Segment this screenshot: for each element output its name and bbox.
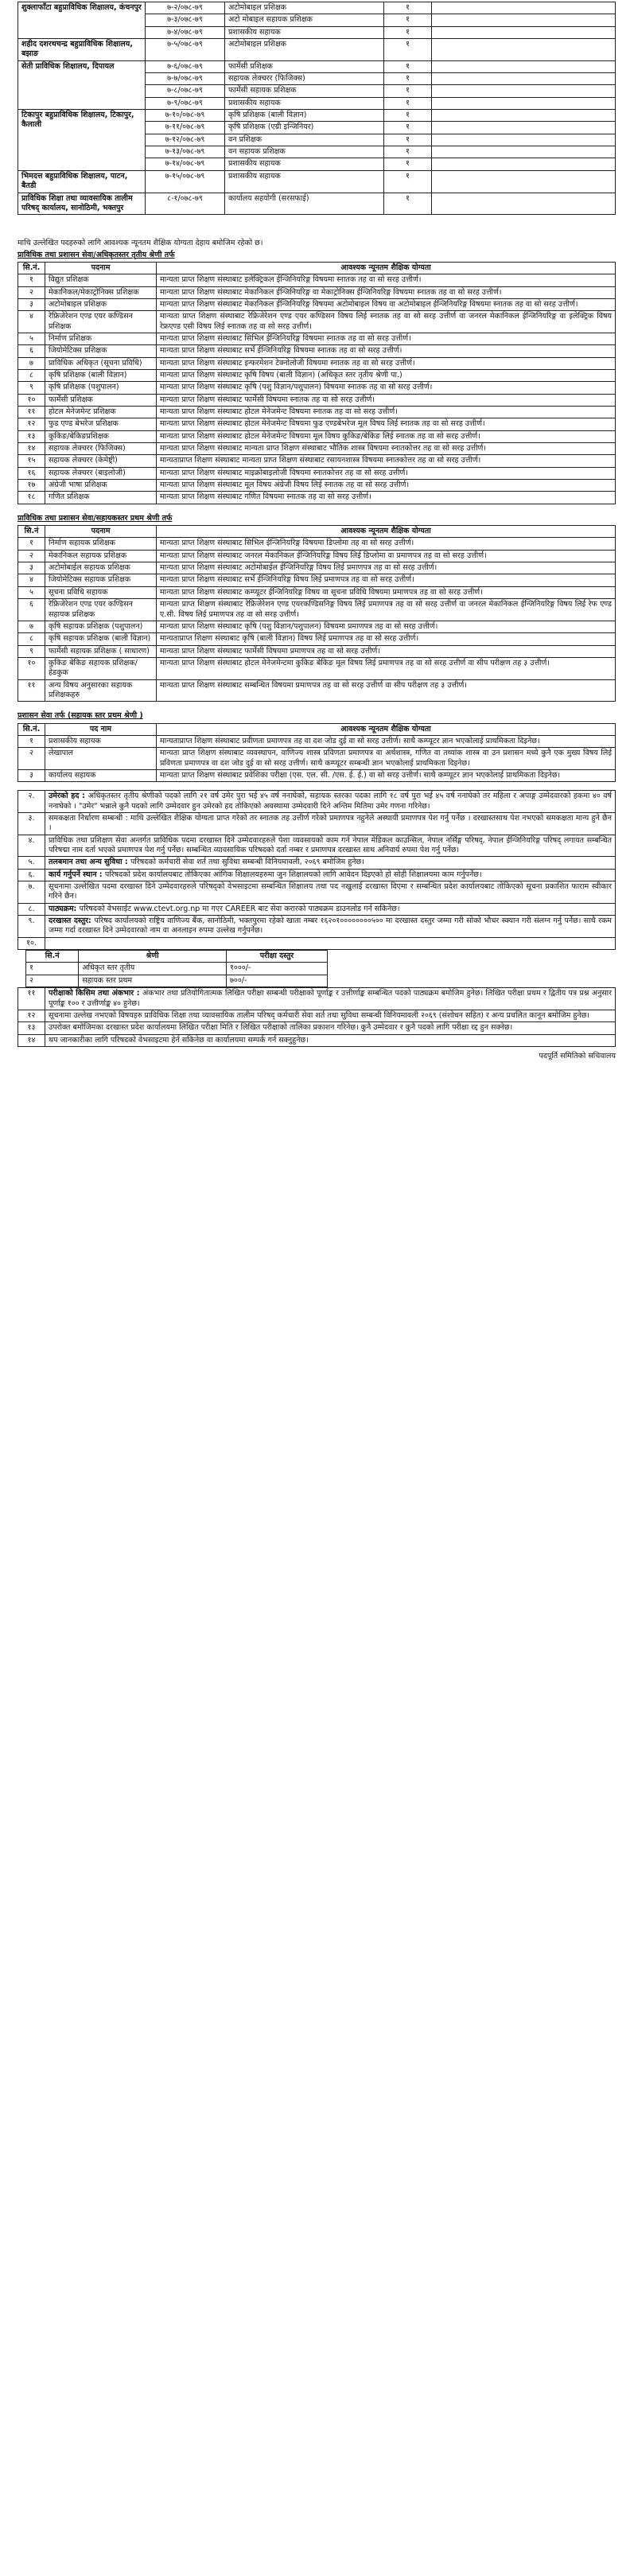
note-body: प्राविधिक तथा प्रशिक्षण सेवा अन्तर्गत प्राविधिक पदमा दरखास्त दिने उम्मेदवारहरुले पेशा व्यवसायको काम गर्न नेपाल मेडिकल काउन्सिल, नेपाल नर्सिङ्ग परिषद्, नेपाल ईन्जिनियरिङ्ग परिषद् लगायत सम्बन्धित परिषद्मा नाम दर्ता भएको प्रमाणपत्र पेश गर्नु पर्नेछ। सम्बन्धित व्यावसायिक परिषदको दर्ता नम्बर र प्रमाणपत्र दरखास्त साथ अनिवार्य रुपमा पेश गर्नु पर्नेछ। bbox=[49, 835, 612, 855]
post-name: अटोमोबाइल प्रशिक्षक bbox=[225, 39, 384, 61]
note-number: ६. bbox=[18, 869, 45, 881]
qualification: मान्यता प्राप्त शिक्षण संस्थाबाट सम्बन्धित विषयमा प्रमाणपत्र तह वा सो सरह उत्तीर्ण वा सीप परीक्षण तह ३ उत्तीर्ण। bbox=[157, 679, 616, 702]
post-count: १ bbox=[384, 26, 432, 38]
note-row bbox=[18, 937, 616, 949]
post-name: कृषि प्रशिक्षक (एग्री इन्जिनियर) bbox=[225, 122, 384, 134]
note-row bbox=[18, 881, 616, 904]
section2-title: प्राविधिक तथा प्रशासन सेवा/सहायकस्तर प्रथम श्रेणी तर्फ bbox=[18, 513, 173, 523]
section3-title: प्रशासन सेवा तर्फ (सहायक स्तर प्रथम श्रेणी ) bbox=[18, 711, 143, 721]
note-number: ८. bbox=[18, 903, 45, 915]
serial-number: ११ bbox=[18, 679, 45, 702]
qualification: मान्यता प्राप्त शिक्षण संस्थाबाट मेकानिकल ईन्जिनियरिङ्ग विषयमा अटोमोबाइल विषय वा अटोमोबाइल ईन्जिनियरिङ्ग विषयमा स्नातक तह वा सो सरह उत्तीर्ण। bbox=[157, 298, 616, 310]
post-name: प्रशासकीय सहायक bbox=[225, 26, 384, 38]
note-row bbox=[18, 791, 616, 813]
serial-number: १२ bbox=[18, 418, 45, 430]
institution-name: शहीद दशरथचन्द्र बहुप्राविधिक शिक्षालय, बझाङ bbox=[18, 39, 146, 61]
note-heading: कार्य गर्नुपर्ने स्थान : bbox=[49, 870, 105, 879]
table-row bbox=[18, 480, 616, 492]
post-name: कृषि प्रशिक्षक (बाली विज्ञान) bbox=[45, 369, 157, 381]
note-body: परिषदको वेभसाईट www.ctevt.org.np मा गएर CAREER बाट सेवा करारको पाठ्यक्रम डाउनलोड गर्न सकिनेछ। bbox=[79, 904, 400, 913]
table-header-row bbox=[18, 262, 616, 274]
post-name: प्रशासकीय सहायक bbox=[45, 735, 157, 747]
post-code: ७-७/०७८-७९ bbox=[146, 73, 225, 85]
post-name: सूचना प्रविधि सहायक bbox=[45, 586, 157, 598]
qualification: मान्यता प्राप्त शिक्षण संस्थाबाट माइक्रोबाइलोजी विषयमा स्नातकोत्तर तह वा सो सरह उत्तीर्ण। bbox=[157, 467, 616, 479]
notes2-table bbox=[18, 987, 616, 1047]
qualification: मान्यता प्राप्त शिक्षण संस्थाबाट इन्फरमेशन टेक्नोलोजी विषयमा स्नातक तह वा सो सरह उत्तीर्ण। bbox=[157, 357, 616, 369]
fee-table bbox=[25, 950, 328, 987]
column-header: आवश्यक न्यूनतम शैक्षिक योग्यता bbox=[157, 526, 616, 538]
serial-number: ६ bbox=[18, 345, 45, 357]
note-text bbox=[45, 916, 616, 938]
column-header: आवश्यक न्यूनतम शैक्षिक योग्यता bbox=[157, 262, 616, 274]
table-row bbox=[18, 538, 616, 550]
serial-number: १७ bbox=[18, 480, 45, 492]
note-heading: उमेरको हद : bbox=[49, 792, 88, 801]
serial-number: ४ bbox=[18, 311, 45, 333]
post-name: वन प्रशिक्षक bbox=[225, 134, 384, 146]
note-row bbox=[18, 1010, 616, 1021]
note-text bbox=[45, 903, 616, 915]
post-name: निर्माण सहायक प्रशिक्षक bbox=[45, 538, 157, 550]
post-name: सहायक लेक्चरर (फिजिक्स) bbox=[45, 443, 157, 455]
post-count: १ bbox=[384, 85, 432, 97]
signature: पदपूर्ति समितिको सचिवालय bbox=[539, 1051, 616, 1060]
qualification: मान्यता प्राप्त शिक्षण संस्थाबाट कृषि (पशु विज्ञान/पशुपालन) विषयमा स्नातक तह वा सो सरह उत्तीर्ण। bbox=[157, 382, 616, 394]
note-text bbox=[45, 1034, 616, 1046]
table-row bbox=[18, 430, 616, 442]
fee-row bbox=[26, 963, 328, 975]
post-name: होटल मेनेजमेन्ट प्रशिक्षक bbox=[45, 407, 157, 418]
serial-number: ७ bbox=[18, 357, 45, 369]
qualification: मान्यता प्राप्त शिक्षण संस्थाबाट मान्यता प्राप्त शिक्षण संस्थाबाट भौतिक शास्त्र विषयमा स्नातकोत्तर तह वा सो सरह उत्तीर्ण। bbox=[157, 443, 616, 455]
table-row bbox=[18, 492, 616, 504]
serial-number: ३ bbox=[18, 769, 45, 781]
post-name: कुकिङ/बेकिङप्रशिक्षक bbox=[45, 430, 157, 442]
post-name: अटो मोबाइल सहायक प्रशिक्षक bbox=[225, 14, 384, 26]
note-row bbox=[18, 988, 616, 1010]
post-code: ७-४/०७८-७९ bbox=[146, 26, 225, 38]
top-table-row bbox=[18, 170, 616, 193]
note-text bbox=[45, 881, 616, 904]
post-name: सहायक लेक्चरर (फिजिक्स) bbox=[225, 73, 384, 85]
serial-number: २ bbox=[18, 550, 45, 562]
post-count: १ bbox=[384, 60, 432, 72]
qualification: मान्यता प्राप्त शिक्षण संस्थाबाट व्यवस्थापन, वाणिज्य शास्त्र प्रविणता प्रमाणपत्र वा अर्थशास्त्र, गणित वा तथ्यांक शास्त्र वा उन प्रशासन मध्ये कुनै एक मुख्य विषय लिई प्रविणता प्रमाणपत्र वा दश जोड दुई वा सो सरह उत्तीर्ण। साथै कम्प्यूटर सम्बन्धी ज्ञान भएकोलाई प्राथमिकता दिइनेछ। bbox=[157, 748, 616, 770]
serial-number: ३ bbox=[18, 562, 45, 574]
qualification: मान्यताप्राप्त शिक्षण संस्थाबाट प्रवीणता प्रमाणपत्र तह वा दश जोड दुई वा सो सरह उत्तीर्ण। साथै कम्प्यूटर ज्ञान भएकोलाई प्राथमिकता दिइनेछ। bbox=[157, 735, 616, 747]
post-name: प्रशासकीय सहायक bbox=[225, 97, 384, 109]
note-heading: पाठ्यक्रम: bbox=[49, 904, 80, 913]
note-number: ९. bbox=[18, 916, 45, 938]
blank-cell bbox=[432, 97, 616, 109]
table-row bbox=[18, 657, 616, 679]
post-code: ७-२/०७८-७९ bbox=[146, 2, 225, 14]
table-row bbox=[18, 586, 616, 598]
post-name: वन सहायक प्रशिक्षक bbox=[225, 146, 384, 158]
column-header: पदनाम bbox=[45, 526, 157, 538]
note-body: परिषदको कर्मचारी सेवा शर्त तथा सुविधा सम्बन्धी विनियमावली, २०६९ बमोजिम हुनेछ। bbox=[130, 858, 364, 867]
post-name: अंग्रेजी भाषा प्रशिक्षक bbox=[45, 480, 157, 492]
post-count: १ bbox=[384, 170, 432, 193]
note-row bbox=[18, 835, 616, 857]
table-row bbox=[18, 298, 616, 310]
note-body: थप जानकारीका लागि परिषदको वेभसाइटमा हेर्न सकिनेछ वा कार्यालयमा सम्पर्क गर्न सक्नुहुनेछ। bbox=[49, 1035, 309, 1045]
qualification: मान्यता प्राप्त शिक्षण संस्थाबाट जनरल मेकानिकल ईन्जिनियरिङ्ग विषय लिई डिप्लोमा वा प्रमाणपत्र तह वा सो सरह उत्तीर्ण। bbox=[157, 550, 616, 562]
qualification: मान्यता प्राप्त शिक्षण संस्थाबाट मेकानिकल ईन्जिनियरिङ्ग वा मेकाट्रोनिक्स ईन्जिनियरिङ्ग विषयमा स्नातक तह वा सो सरह उत्तीर्ण। bbox=[157, 286, 616, 298]
column-header: आवश्यक न्यूनतम शैक्षिक योग्यता bbox=[157, 723, 616, 735]
table-row bbox=[18, 394, 616, 406]
column-header: सि.नं bbox=[18, 526, 45, 538]
note-body: परिषदको प्रदेश कार्यालयबाट तोकिएका आंगिक शिक्षालयहरुमा जुन शिक्षालयको लागि आवेदन दिइएको हो सोही शिक्षालयमा काम गर्नुपर्नेछ। bbox=[104, 870, 482, 879]
table-row bbox=[18, 645, 616, 657]
note-row bbox=[18, 813, 616, 835]
qualification: मान्यता प्राप्त शिक्षण संस्थाबाट सिभिल ईन्जिनियरिङ्ग विषयमा स्नातक तह वा सो सरह उत्तीर्ण। bbox=[157, 333, 616, 344]
table-header-row bbox=[18, 526, 616, 538]
post-count: १ bbox=[384, 146, 432, 158]
table-row bbox=[18, 574, 616, 586]
post-code: ७-६/०७८-७९ bbox=[146, 60, 225, 72]
table-header-row bbox=[18, 723, 616, 735]
top-table-row bbox=[18, 60, 616, 72]
note-text bbox=[45, 813, 616, 835]
qualification: मान्यता प्राप्त शिक्षण संस्थाबाट होटल मेनेजमेन्ट विषयमा स्नातक तह वा सो सरह उत्तीर्ण। bbox=[157, 407, 616, 418]
qualification: मान्यता प्राप्त शिक्षण संस्थाबाट रेफ्रिजेरेशन एण्ड एयरकण्डिसनिङ्ग विषय लिई प्रमाणपत्र तह वा सो सरह उत्तीर्ण वा जनरल मेकानिकल ईन्जिनियरिङ्ग विषय लिई रेफ एण्ड ए.सी. विषय लिई प्रमाणपत्र तह वा सो सरह उत्तीर्ण। bbox=[157, 599, 616, 621]
table-row bbox=[18, 748, 616, 770]
table-row bbox=[18, 418, 616, 430]
post-name: मेकानिकल सहायक प्रशिक्षक bbox=[45, 550, 157, 562]
post-name: सहायक लेक्चरर (केमेष्ट्री) bbox=[45, 455, 157, 467]
column-header: सि.नं. bbox=[18, 262, 45, 274]
note-number: ४. bbox=[18, 835, 45, 857]
serial-number: १ bbox=[18, 538, 45, 550]
note-body: समकक्षता निर्धारण सम्बन्धी : माथि उल्लेखित शैक्षिक योग्यता प्राप्त गरेको तर स्नातक तह उत्तीर्ण गरेको प्रमाणपत्र नहुनेले अस्थायी प्रमाणपत्र पेश गर्नु पर्नेछ । दरखास्तसाथ पेश नभएको समकक्षता मान्य हुने छैन । bbox=[49, 814, 612, 833]
fee-column-header: श्रेणी bbox=[79, 951, 227, 963]
serial-number: ४ bbox=[18, 574, 45, 586]
note-number: ३. bbox=[18, 813, 45, 835]
qualification: मान्यता प्राप्त शिक्षण संस्थाबाट इलेक्ट्रिकल ईन्जिनियरिङ्ग विषयमा स्नातक तह वा सो सरह उत्तीर्ण। bbox=[157, 274, 616, 286]
table-row bbox=[18, 562, 616, 574]
table-row bbox=[18, 621, 616, 632]
qualification: मान्यता प्राप्त शिक्षण संस्थाबाट मूल विषय अंग्रेजी विषय लिई स्नातक तह वा सो सरह उत्तीर्ण। bbox=[157, 480, 616, 492]
blank-cell bbox=[432, 146, 616, 158]
qualification: मान्यता प्राप्त शिक्षण संस्थाबाट कम्प्यूटर ईन्जिनियरिङ्ग विषय वा सूचना प्रविधि विषयमा प्रमाणपत्र तह वा सो सरह उत्तीर्ण। bbox=[157, 586, 616, 598]
post-name: फार्मेसी प्रशिक्षक bbox=[225, 60, 384, 72]
top-table-row bbox=[18, 39, 616, 61]
post-code: ७-३/०७८-७९ bbox=[146, 14, 225, 26]
serial-number: १ bbox=[18, 274, 45, 286]
blank-cell bbox=[432, 85, 616, 97]
note-text bbox=[45, 857, 616, 869]
blank-cell bbox=[432, 134, 616, 146]
note-row bbox=[18, 869, 616, 881]
table-row bbox=[18, 679, 616, 702]
table-row bbox=[18, 735, 616, 747]
post-count: १ bbox=[384, 122, 432, 134]
fee-header-row bbox=[26, 951, 328, 963]
post-name: अटोमोबाइल प्रशिक्षक bbox=[45, 298, 157, 310]
post-name: कार्यालय सहयोगी (सरसफाई) bbox=[225, 193, 384, 215]
post-count: १ bbox=[384, 73, 432, 85]
table-row bbox=[18, 443, 616, 455]
serial-number: ८ bbox=[18, 369, 45, 381]
post-name: रेफ्रिजेरेशन एण्ड एयर कण्डिसन सहायक प्रशिक्षक bbox=[45, 599, 157, 621]
top-table-row bbox=[18, 193, 616, 215]
table-row bbox=[18, 382, 616, 394]
note-text bbox=[45, 988, 616, 1010]
note-text bbox=[45, 869, 616, 881]
column-header: पद नाम bbox=[45, 723, 157, 735]
table-row bbox=[18, 286, 616, 298]
post-name: सहायक लेक्चरर (बाइलोजी) bbox=[45, 467, 157, 479]
serial-number: १४ bbox=[18, 443, 45, 455]
fee-column-header: परीक्षा दस्तुर bbox=[226, 951, 327, 963]
institution-name: भिमदत्त बहुप्राविधिक शिक्षालय, पाटन, बैतडी bbox=[18, 170, 146, 193]
serial-number: १५ bbox=[18, 455, 45, 467]
note-body: सूचनामा उल्लेख नभएको विषयहरु प्राविधिक शिक्षा तथा व्यावसायिक तालीम परिषद् कर्मचारी सेवा शर्त तथा सुविधा सम्बन्धी विनियमावली २०६९ (संशोधन सहित) र अन्य प्रचलित कानून बमोजिम हुनेछ। bbox=[49, 1010, 589, 1020]
qualification: मान्यताप्राप्त शिक्षण संस्थाबाट कृषि (बाली विज्ञान) विषय लिई प्रमाणपत्र तह वा सो सरह उत्तीर्ण। bbox=[157, 633, 616, 645]
top-table-row bbox=[18, 2, 616, 14]
table-row bbox=[18, 407, 616, 418]
post-code: ७-१०/०७८-७९ bbox=[146, 110, 225, 122]
post-code: ७-१४/०७८-७९ bbox=[146, 158, 225, 170]
institution-name: टिकापुर बहुप्राविधिक शिक्षालय, टिकापुर, कैलाली bbox=[18, 110, 146, 171]
fee-amount: ७००/- bbox=[226, 975, 327, 986]
section3-table bbox=[18, 723, 616, 783]
table-row bbox=[18, 345, 616, 357]
post-name: गणित प्रशिक्षक bbox=[45, 492, 157, 504]
post-name: कृषि सहायक प्रशिक्षक (बाली विज्ञान) bbox=[45, 633, 157, 645]
blank-cell bbox=[432, 14, 616, 26]
note-body: अंकभार तथा प्रतियोगितात्मक लिखित परीक्षा सम्बन्धी परीक्षाको पूर्णाङ्क र उत्तीर्णाङ्क सम्बन्धित पदको पाठ्यक्रम बमोजिम हुनेछ। लिखित परीक्षा प्रथम र द्वितीय पत्र प्रश्न अनुसार पूर्णाङ्क १०० र उत्तीर्णाङ्क ४० हुनेछ। bbox=[49, 989, 612, 1008]
serial-number: १६ bbox=[18, 467, 45, 479]
table-row bbox=[18, 769, 616, 781]
post-name: अटोमोबाईल सहायक प्रशिक्षक bbox=[45, 562, 157, 574]
note-heading: तलबमान तथा अन्य सुविधा : bbox=[49, 858, 131, 867]
serial-number: ११ bbox=[18, 407, 45, 418]
serial-number: ५ bbox=[18, 586, 45, 598]
post-code: ७-१२/०७८-७९ bbox=[146, 134, 225, 146]
table-row bbox=[18, 455, 616, 467]
table-row bbox=[18, 333, 616, 344]
blank-cell bbox=[432, 2, 616, 14]
note-heading: दरखास्त दस्तुर: bbox=[49, 916, 95, 926]
note-row bbox=[18, 916, 616, 938]
note-text bbox=[45, 835, 616, 857]
table-row bbox=[18, 369, 616, 381]
institution-name: प्राविधिक शिक्षा तथा व्यावसायिक तालीम परिषद् कार्यालय, सानोठिमी, भक्तपुर bbox=[18, 193, 146, 215]
blank-cell bbox=[432, 60, 616, 72]
fee-column-header: सि.नं bbox=[26, 951, 79, 963]
blank-cell bbox=[432, 170, 616, 193]
post-name: प्रशासकीय सहायक bbox=[225, 158, 384, 170]
post-name: प्रशासकीय सहायक bbox=[225, 170, 384, 193]
note-heading: परीक्षाको किसिम तथा अंकभार : bbox=[49, 989, 143, 998]
serial-number: ५ bbox=[18, 333, 45, 344]
qualification: मान्यता प्राप्त शिक्षण संस्थाबाट फार्मेसी विषयमा प्रमाणपत्र तह वा सो सरह उत्तीर्ण। bbox=[157, 645, 616, 657]
blank-cell bbox=[432, 73, 616, 85]
blank-cell bbox=[432, 26, 616, 38]
top-table bbox=[18, 2, 616, 215]
qualification: मान्यता प्राप्त शिक्षण संस्थाबाट प्रवेशिका परीक्षा (एस. एल. सी. /एस. ई. ई.) वा सो सरह उत्तीर्ण। साथै कम्प्यूटर ज्ञान भएकोलाई प्राथमिकता दिइनेछ। bbox=[157, 769, 616, 781]
post-count: १ bbox=[384, 39, 432, 61]
post-name: फार्मेसी सहायक प्रशिक्षक ( साधारण) bbox=[45, 645, 157, 657]
note-row bbox=[18, 1034, 616, 1046]
serial-number: ९ bbox=[18, 645, 45, 657]
qualification: मान्यता प्राप्त शिक्षण संस्थाबाट होटल मेनेजमेन्ट विषयमा फुड एण्डबेभरेज मूल विषय लिई स्नातक तह वा सो सरह उत्तीर्ण। bbox=[157, 418, 616, 430]
note-body: उपरोक्त बमोजिमका दरखास्त प्रदेश कार्यालयमा लिखित परीक्षा मिति र लिखित परीक्षाको तालिका प्रकाशन गरिनेछ। कुनै उम्मेदवार र कुनै पदको लागि परीक्षा रद्द हुन सक्नेछ। bbox=[49, 1023, 513, 1033]
serial-number: २ bbox=[18, 286, 45, 298]
post-name: लेखापाल bbox=[45, 748, 157, 770]
blank-cell bbox=[432, 122, 616, 134]
note-number: १४ bbox=[18, 1034, 45, 1046]
post-code: ७-१५/०७८-७९ bbox=[146, 170, 225, 193]
note-row bbox=[18, 903, 616, 915]
serial-number: ३ bbox=[18, 298, 45, 310]
post-name: कृषि सहायक प्रशिक्षक (पशुपालन) bbox=[45, 621, 157, 632]
section-note: माथि उल्लेखित पदहरुको लागि आवश्यक न्यूनतम शैक्षिक योग्यता देहाय बमोजिम रहेको छ। bbox=[18, 239, 263, 248]
note-text bbox=[45, 937, 616, 949]
qualification: मान्यता प्राप्त शिक्षण संस्थाबाट सर्भे ईन्जिनियरिङ्ग विषय लिई प्रमाणपत्र तह वा सो सरह उत्तीर्ण। bbox=[157, 574, 616, 586]
serial-number: १० bbox=[18, 394, 45, 406]
fee-level: अधिकृत स्तर तृतीय bbox=[79, 963, 227, 975]
qualification: मान्यताप्राप्त शिक्षण संस्थाबाट मान्यता प्राप्त शिक्षण संस्थाबाट रसायनशास्त्र विषयमा स्नातकोत्तर तह वा सो सरह उत्तीर्ण। bbox=[157, 455, 616, 467]
qualification: मान्यता प्राप्त शिक्षण संस्थाबाट फार्मेसी विषयमा स्नातक तह वा सो सरह उत्तीर्ण। bbox=[157, 394, 616, 406]
post-name: अन्य विषय अनुसारका सहायक प्रशिक्षकहरु bbox=[45, 679, 157, 702]
post-name: कार्यालय सहायक bbox=[45, 769, 157, 781]
note-text bbox=[45, 1010, 616, 1021]
serial-number: ७ bbox=[18, 621, 45, 632]
serial-number: ८ bbox=[18, 633, 45, 645]
qualification: मान्यता प्राप्त शिक्षण संस्थाबाट कृषि विषय (बाली विज्ञान) (अधिकृत स्तर तृतीय श्रेणी पा.) bbox=[157, 369, 616, 381]
post-code: ७-८/०७८-७९ bbox=[146, 85, 225, 97]
qualification: मान्यता प्राप्त शिक्षण संस्थाबाट रेफ्रिजेरेशन एण्ड एयर कण्डिसन विषय लिई स्नातक तह वा सो सरह उत्तीर्ण वा जनरल मेकानिकल ईन्जिनियरिङ्ग वा इलेक्ट्रिक विषय रेफ्रएण्ड एसी विषय लिई स्नातक तह वा सो सरह उत्तीर्ण। bbox=[157, 311, 616, 333]
post-code: ७-९/०७८-७९ bbox=[146, 97, 225, 109]
section1-title: प्राविधिक तथा प्रशासन सेवा/अधिकृतस्तर तृतीय श्रेणी तर्फ bbox=[18, 250, 175, 259]
post-name: कृषि प्रशिक्षक (पशुपालन) bbox=[45, 382, 157, 394]
note-body: अधिकृतस्तर तृतीय श्रेणीको पदको लागि २१ वर्ष उमेर पुरा भई ४५ वर्ष ननाघेको, सहायक स्तरका पदका लागि १८ वर्ष पुरा भई ४५ वर्ष ननाघेको तर महिला र अपाङ्ग उम्मेदवारको हकमा ४० वर्ष ननाघेको । "उमेर" भन्नाले कुनै पदको लागि उम्मेदवार हुन उमेरको हद तोकिएको अवस्थामा उम्मेदवारी दिने अन्तिम मितिमा उमेर गणना गरिनेछ। bbox=[49, 792, 612, 811]
blank-cell bbox=[432, 193, 616, 215]
post-name: रेफ्रिजेरेशन एण्ड एयर कण्डिसन प्रशिक्षक bbox=[45, 311, 157, 333]
blank-cell bbox=[432, 110, 616, 122]
post-name: मेकानिकल/मेकाट्रोनिक्स प्रशिक्षक bbox=[45, 286, 157, 298]
table-row bbox=[18, 467, 616, 479]
serial-number: २ bbox=[18, 748, 45, 770]
fee-level: सहायक स्तर प्रथम bbox=[79, 975, 227, 986]
serial-number: १० bbox=[18, 657, 45, 679]
post-name: प्राविधिक अधिकृत (सूचना प्रविधि) bbox=[45, 357, 157, 369]
post-name: अटोमोबाइल प्रशिक्षक bbox=[225, 2, 384, 14]
table-row bbox=[18, 357, 616, 369]
blank-cell bbox=[432, 158, 616, 170]
post-code: ८-१/०७८-७९ bbox=[146, 193, 225, 215]
qualification: मान्यता प्राप्त शिक्षण संस्थाबाट गणित विषयमा स्नातक तह वा सो सरह उत्तीर्ण। bbox=[157, 492, 616, 504]
note-number: ७. bbox=[18, 881, 45, 904]
qualification: मान्यता प्राप्त शिक्षण संस्थाबाट सर्भे ईन्जिनियरिङ्ग विषयमा स्नातक तह वा सो सरह उत्तीर्ण। bbox=[157, 345, 616, 357]
serial-number: १८ bbox=[18, 492, 45, 504]
post-name: जियोमेटिक्स सहायक प्रशिक्षक bbox=[45, 574, 157, 586]
qualification: मान्यता प्राप्त शिक्षण संस्थाबाट होटल मेनेजमेन्ट विषयमा मूल विषय कुकिङ/बेकिङ लिई स्नातक तह वा सो सरह उत्तीर्ण। bbox=[157, 430, 616, 442]
column-header: पदनाम bbox=[45, 262, 157, 274]
column-header: सि.नं. bbox=[18, 723, 45, 735]
note-number: १३ bbox=[18, 1022, 45, 1034]
section2-table bbox=[18, 525, 616, 702]
note-number: १२ bbox=[18, 1010, 45, 1021]
post-count: १ bbox=[384, 2, 432, 14]
post-count: १ bbox=[384, 134, 432, 146]
table-row bbox=[18, 274, 616, 286]
post-code: ७-११/०७८-७९ bbox=[146, 122, 225, 134]
serial-number: १ bbox=[18, 735, 45, 747]
post-name: कृषि प्रशिक्षक (बाली विज्ञान) bbox=[225, 110, 384, 122]
post-count: १ bbox=[384, 193, 432, 215]
note-number: ५. bbox=[18, 857, 45, 869]
note-body: परिषद कार्यालयको राष्ट्रिय वाणिज्य बैंक, सानोठिमी, भक्तपुरमा रहेको खाता नम्बर १६२०१००००००००५०० मा दरखास्त दस्तुर जम्मा गरी सोको भौचर स्क्यान गरी संलग्न गर्नु पर्नेछ। साथै रकम जम्मा गर्दा दरखास्त दिने उम्मेदवारको नाम वा अनलाइन रुपमा उल्लेख गर्नुपर्नेछ। bbox=[49, 916, 612, 936]
fee-serial: १ bbox=[26, 963, 79, 975]
post-count: १ bbox=[384, 158, 432, 170]
note-row bbox=[18, 1022, 616, 1034]
section1-table bbox=[18, 262, 616, 504]
table-row bbox=[18, 550, 616, 562]
post-name: फुड एण्ड बेभरेज प्रशिक्षक bbox=[45, 418, 157, 430]
qualification: मान्यता प्राप्त शिक्षण संस्थाबाट अटोमोबाईल ईन्जिनियरिङ्ग विषय लिई प्रमाणपत्र तह वा सो सरह उत्तीर्ण। bbox=[157, 562, 616, 574]
qualification: मान्यता प्राप्त शिक्षण संस्थाबाट कृषि (पशु विज्ञान/पशुपालन) विषयमा प्रमाणपत्र तह वा सो सरह उत्तीर्ण। bbox=[157, 621, 616, 632]
note-body: सूचनामा उल्लेखित पदमा दरखास्त दिने उम्मेदवारहरुले परिषद्को वेभसाइटमा सम्बन्धित शिक्षालय तथा पद नखुलाई दरखास्त दिएमा र सम्बन्धित प्रदेश कार्यालयबाट तोकिएको सूचना प्रकाशित फाराम स्वीकार गरिने छैन। bbox=[49, 882, 612, 901]
serial-number: ९ bbox=[18, 382, 45, 394]
post-count: १ bbox=[384, 14, 432, 26]
post-name: विद्युत प्रशिक्षक bbox=[45, 274, 157, 286]
qualification: मान्यता प्राप्त शिक्षण संस्थाबाट होटल मेनेजमेन्टमा कुकिङ बेकिङ मूल विषय लिई प्रमाणपत्र तह वा सो सरह उत्तीर्ण वा सीप परीक्षण तह ३ उत्तीर्ण। bbox=[157, 657, 616, 679]
institution-name: सेती प्राविधिक शिक्षालय, दिपायल bbox=[18, 60, 146, 109]
note-row bbox=[18, 857, 616, 869]
post-count: १ bbox=[384, 97, 432, 109]
fee-serial: २ bbox=[26, 975, 79, 986]
post-name: निर्माण प्रशिक्षक bbox=[45, 333, 157, 344]
table-row bbox=[18, 311, 616, 333]
note-text bbox=[45, 1022, 616, 1034]
post-code: ७-१३/०७८-७९ bbox=[146, 146, 225, 158]
fee-amount: १०००/- bbox=[226, 963, 327, 975]
table-row bbox=[18, 633, 616, 645]
post-count: १ bbox=[384, 110, 432, 122]
blank-cell bbox=[432, 39, 616, 61]
note-text bbox=[45, 791, 616, 813]
post-name: फार्मेसी प्रशिक्षक bbox=[45, 394, 157, 406]
post-code: ७-५/०७८-७९ bbox=[146, 39, 225, 61]
table-row bbox=[18, 599, 616, 621]
top-table-wrap bbox=[18, 2, 616, 215]
note-number: ११ bbox=[18, 988, 45, 1010]
qualification: मान्यता प्राप्त शिक्षण संस्थाबाट सिभिल ईन्जिनियरिङ्ग विषयमा डिप्लोमा तह वा सो सरह उत्तीर्ण। bbox=[157, 538, 616, 550]
post-name: फार्मेसी सहायक प्रशिक्षक bbox=[225, 85, 384, 97]
post-name: कुकिङ बेकिङ सहायक प्रशिक्षक/ हेडकुक bbox=[45, 657, 157, 679]
serial-number: १३ bbox=[18, 430, 45, 442]
note-number: १०. bbox=[18, 937, 45, 949]
serial-number: ६ bbox=[18, 599, 45, 621]
top-table-row bbox=[18, 110, 616, 122]
institution-name: शुक्लाफाँटा बहुप्राविधिक शिक्षालय, कंचनपुर bbox=[18, 2, 146, 39]
fee-row bbox=[26, 975, 328, 986]
post-name: जियोमेटिक्स प्रशिक्षक bbox=[45, 345, 157, 357]
notes-table bbox=[18, 790, 616, 950]
note-number: २. bbox=[18, 791, 45, 813]
